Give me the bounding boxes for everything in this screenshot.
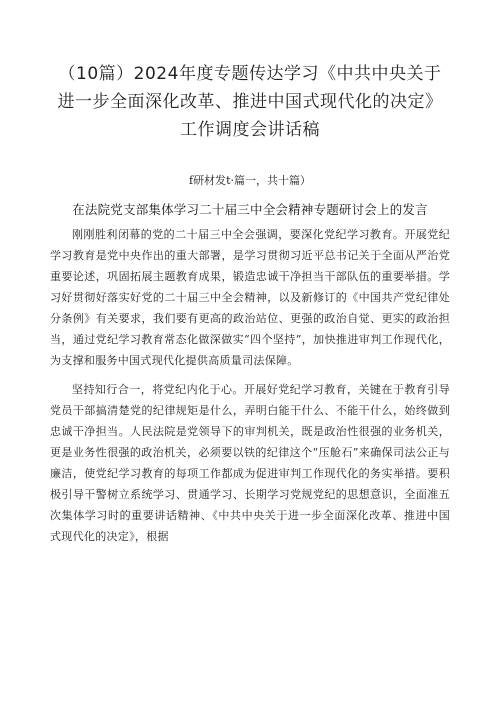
- body-paragraph: 刚刚胜利闭幕的党的二十届三中全会强调，要深化党纪学习教育。开展党纪学习教育是党中央作出的重大部署，是学习贯彻习近平总书记关于全面从严治党重要论述，巩固拓展主题教育成果，锻造忠诚干净担当干部队伍的重要举措。学习好贯彻好落实好党的二十届三中全会精神，以及新修订的《中国共产党纪律处分条例》有关要求，我们要有更高的政治站位、更强的政治自觉、更实的政治担当，通过党纪学习教育常态化做深做实“四个坚持”，加快推进审判工作现代化，为支撑和服务中国式现代化提供高质量司法保障。: [50, 228, 450, 367]
- section-heading: 在法院党支部集体学习二十届三中全会精神专题研讨会上的发言: [72, 202, 428, 217]
- document-title: （10篇）2024年度专题传达学习《中共中央关于进一步全面深化改革、推进中国式现代化的决定》工作调度会讲话稿: [57, 64, 443, 140]
- document-subtitle: f研材发t·篇一，共十篇）: [189, 174, 311, 187]
- body-paragraph: 坚持知行合一，将党纪内化于心。开展好党纪学习教育，关键在于教育引导党员干部搞清楚党的纪律规矩是什么，弄明白能干什么、不能干什么，始终做到忠诚干净担当。人民法院是党领导下的审判机关，既是政治性很强的业务机关，更是业务性很强的政治机关，必须要以铁的纪律这个“压舱石”来确保司法公正与廉洁，使党纪学习教育的每项工作都成为促进审判工作现代化的务实举措。要积极引导干警树立系统学习、贯通学习、长期学习党规党纪的思想意识，全面准五次集体学习时的重要讲话精神、《中共中央关于进一步全面深化改革、推进中国式现代化的决定》，根据: [50, 383, 450, 543]
